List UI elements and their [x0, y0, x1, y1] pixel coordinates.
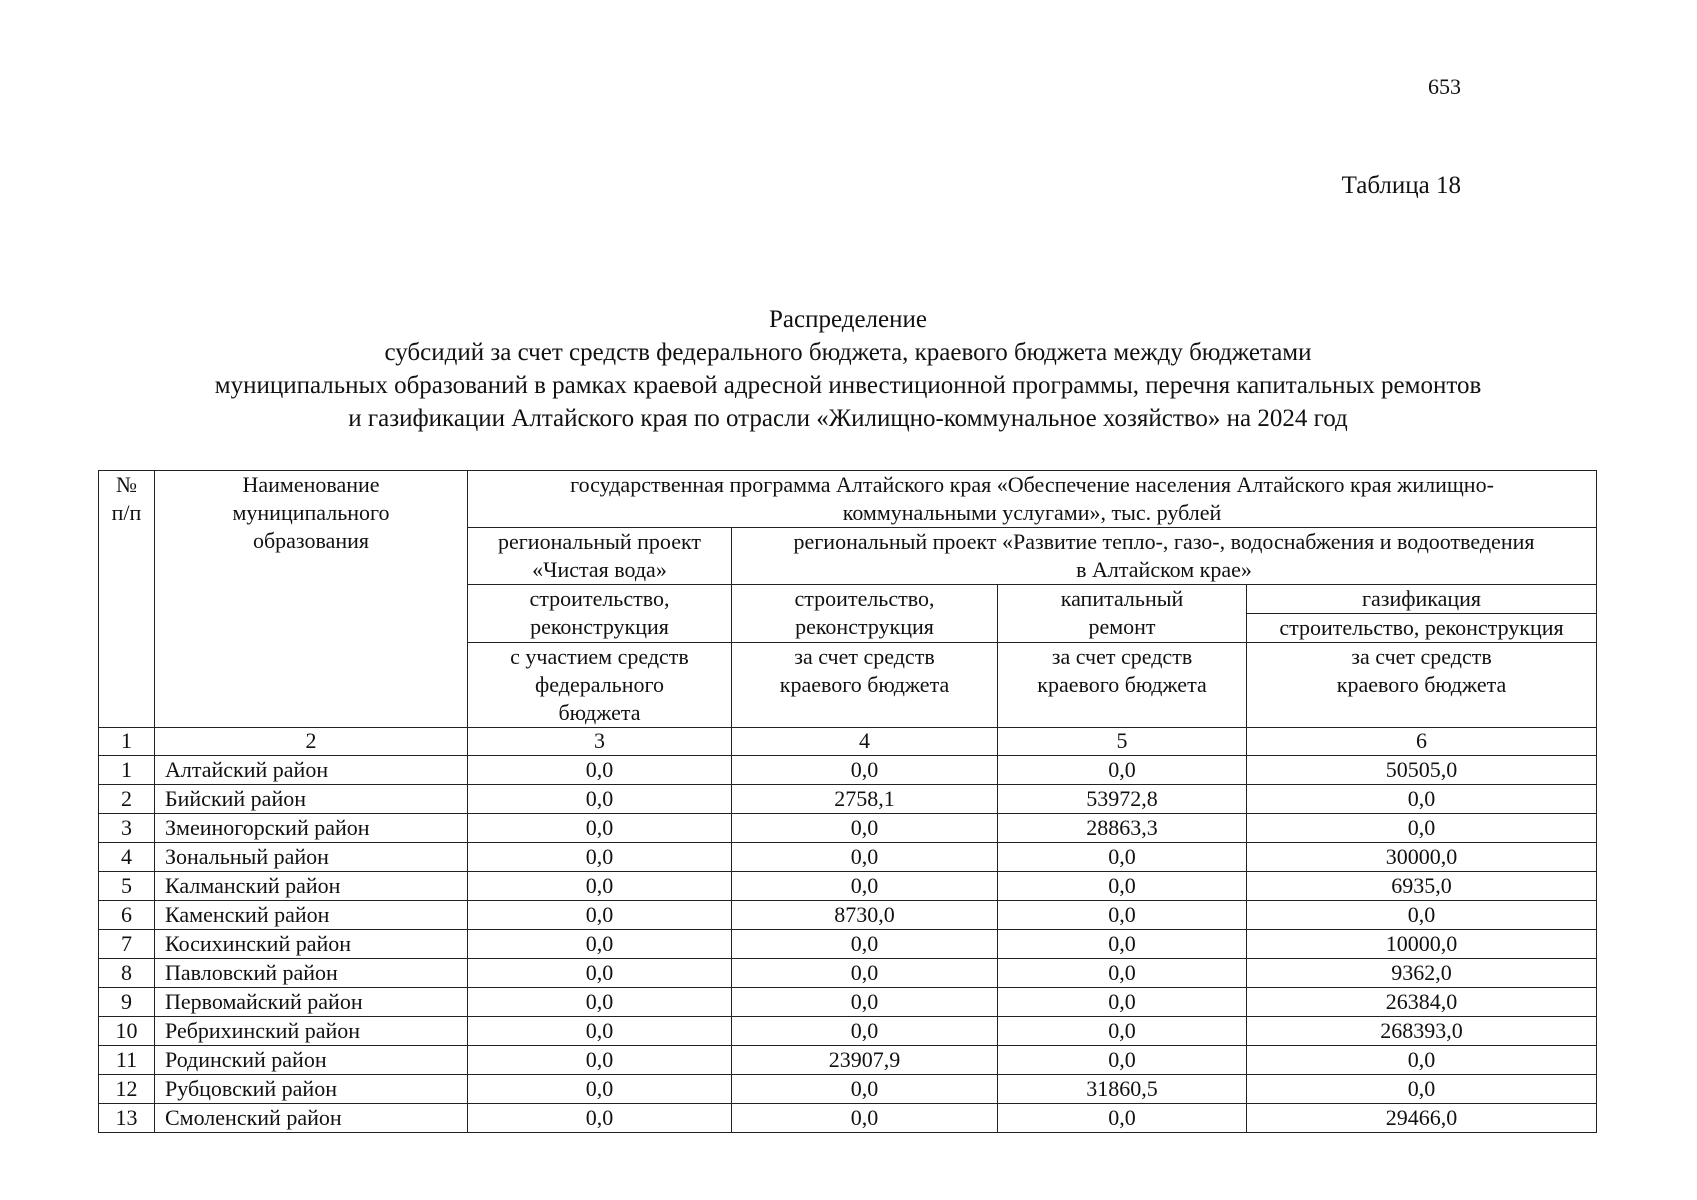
column-number: 6 — [1247, 728, 1597, 756]
column-number-row — [99, 728, 1597, 756]
value-capital-repair-regional: 28863,3 — [998, 814, 1247, 843]
municipality-name: Смоленский район — [155, 1104, 468, 1133]
heading-line: и газификации Алтайского края по отрасли «Жилищно-коммунальное хозяйство» на 2024 год — [348, 405, 1348, 432]
municipality-name: Ребрихинский район — [155, 1017, 468, 1046]
municipality-name: Каменский район — [155, 901, 468, 930]
value-clean-water-federal: 0,0 — [468, 1017, 732, 1046]
table-row — [99, 1046, 1597, 1075]
value-capital-repair-regional: 0,0 — [998, 1046, 1247, 1075]
municipality-name: Калманский район — [155, 872, 468, 901]
value-clean-water-federal: 0,0 — [468, 843, 732, 872]
column-number: 3 — [468, 728, 732, 756]
value-construction-regional: 0,0 — [732, 1075, 998, 1104]
value-gasification-regional: 50505,0 — [1247, 756, 1597, 785]
heading-line: Распределение — [769, 306, 927, 333]
value-gasification-regional: 0,0 — [1247, 1075, 1597, 1104]
municipality-name: Змеиногорский район — [155, 814, 468, 843]
row-number: 10 — [99, 1017, 155, 1046]
row-number: 11 — [99, 1046, 155, 1075]
value-construction-regional: 0,0 — [732, 1104, 998, 1133]
value-gasification-regional: 0,0 — [1247, 1046, 1597, 1075]
header-project-clean-water: региональный проект «Чистая вода» — [468, 528, 732, 585]
row-number: 9 — [99, 988, 155, 1017]
value-gasification-regional: 9362,0 — [1247, 959, 1597, 988]
value-capital-repair-regional: 0,0 — [998, 1104, 1247, 1133]
column-number: 5 — [998, 728, 1247, 756]
header-municipality: Наименование муниципального образования — [155, 471, 468, 728]
row-number: 2 — [99, 785, 155, 814]
column-number: 1 — [99, 728, 155, 756]
header-col6-group: газификация — [1247, 585, 1597, 614]
municipality-name: Родинский район — [155, 1046, 468, 1075]
value-clean-water-federal: 0,0 — [468, 930, 732, 959]
value-gasification-regional: 30000,0 — [1247, 843, 1597, 872]
column-number: 4 — [732, 728, 998, 756]
value-capital-repair-regional: 0,0 — [998, 1017, 1247, 1046]
value-clean-water-federal: 0,0 — [468, 959, 732, 988]
value-clean-water-federal: 0,0 — [468, 785, 732, 814]
row-number: 13 — [99, 1104, 155, 1133]
value-capital-repair-regional: 0,0 — [998, 988, 1247, 1017]
table-row — [99, 756, 1597, 785]
value-clean-water-federal: 0,0 — [468, 756, 732, 785]
value-construction-regional: 2758,1 — [732, 785, 998, 814]
municipality-name: Павловский район — [155, 959, 468, 988]
table-row — [99, 843, 1597, 872]
value-clean-water-federal: 0,0 — [468, 901, 732, 930]
value-capital-repair-regional: 0,0 — [998, 756, 1247, 785]
value-construction-regional: 8730,0 — [732, 901, 998, 930]
value-construction-regional: 0,0 — [732, 930, 998, 959]
value-clean-water-federal: 0,0 — [468, 1046, 732, 1075]
heading-line: муниципальных образований в рамках краевой адресной инвестиционной программы, перечня капитальных ремонтов — [214, 372, 1482, 399]
header-col5-type: капитальный ремонт — [998, 585, 1247, 643]
value-capital-repair-regional: 53972,8 — [998, 785, 1247, 814]
value-construction-regional: 0,0 — [732, 1017, 998, 1046]
value-gasification-regional: 26384,0 — [1247, 988, 1597, 1017]
value-construction-regional: 0,0 — [732, 872, 998, 901]
table-row — [99, 872, 1597, 901]
header-state-program: государственная программа Алтайского края «Обеспечение населения Алтайского края жилищно- коммунальными услугами», тыс. рублей — [468, 471, 1597, 528]
value-capital-repair-regional: 0,0 — [998, 959, 1247, 988]
table-row — [99, 1104, 1597, 1133]
header-col4-type: строительство, реконструкция — [732, 585, 998, 643]
subsidy-table — [98, 470, 1597, 1133]
value-clean-water-federal: 0,0 — [468, 814, 732, 843]
value-gasification-regional: 10000,0 — [1247, 930, 1597, 959]
value-clean-water-federal: 0,0 — [468, 988, 732, 1017]
table-row — [99, 988, 1597, 1017]
value-construction-regional: 0,0 — [732, 988, 998, 1017]
header-col3-type: строительство, реконструкция — [468, 585, 732, 643]
municipality-name: Косихинский район — [155, 930, 468, 959]
row-number: 8 — [99, 959, 155, 988]
value-capital-repair-regional: 0,0 — [998, 930, 1247, 959]
column-number: 2 — [155, 728, 468, 756]
header-col6-source: за счет средств краевого бюджета — [1247, 643, 1597, 728]
row-number: 7 — [99, 930, 155, 959]
table-header — [99, 471, 1597, 756]
municipality-name: Зональный район — [155, 843, 468, 872]
value-construction-regional: 0,0 — [732, 814, 998, 843]
row-number: 5 — [99, 872, 155, 901]
header-col4-source: за счет средств краевого бюджета — [732, 643, 998, 728]
header-col3-source: с участием средств федерального бюджета — [468, 643, 732, 728]
value-capital-repair-regional: 0,0 — [998, 901, 1247, 930]
value-gasification-regional: 0,0 — [1247, 901, 1597, 930]
table-row — [99, 959, 1597, 988]
table-row — [99, 930, 1597, 959]
table-body — [99, 756, 1597, 1133]
table-row — [99, 1075, 1597, 1104]
value-clean-water-federal: 0,0 — [468, 1104, 732, 1133]
header-project-development: региональный проект «Развитие тепло-, газо-, водоснабжения и водоотведения в Алтайском крае» — [732, 528, 1597, 585]
value-clean-water-federal: 0,0 — [468, 1075, 732, 1104]
table-row — [99, 785, 1597, 814]
row-number: 3 — [99, 814, 155, 843]
document-heading — [98, 303, 1598, 435]
table-row — [99, 901, 1597, 930]
row-number: 1 — [99, 756, 155, 785]
heading-line: субсидий за счет средств федерального бюджета, краевого бюджета между бюджетами — [384, 339, 1312, 366]
value-construction-regional: 0,0 — [732, 959, 998, 988]
municipality-name: Алтайский район — [155, 756, 468, 785]
value-gasification-regional: 6935,0 — [1247, 872, 1597, 901]
municipality-name: Рубцовский район — [155, 1075, 468, 1104]
value-gasification-regional: 0,0 — [1247, 814, 1597, 843]
value-gasification-regional: 268393,0 — [1247, 1017, 1597, 1046]
value-clean-water-federal: 0,0 — [468, 872, 732, 901]
page-number: 653 — [1428, 74, 1461, 99]
header-col5-source: за счет средств краевого бюджета — [998, 643, 1247, 728]
value-capital-repair-regional: 31860,5 — [998, 1075, 1247, 1104]
row-number: 12 — [99, 1075, 155, 1104]
table-label: Таблица 18 — [1341, 172, 1461, 199]
municipality-name: Бийский район — [155, 785, 468, 814]
value-gasification-regional: 0,0 — [1247, 785, 1597, 814]
table-row — [99, 1017, 1597, 1046]
value-capital-repair-regional: 0,0 — [998, 843, 1247, 872]
row-number: 6 — [99, 901, 155, 930]
value-construction-regional: 0,0 — [732, 756, 998, 785]
value-gasification-regional: 29466,0 — [1247, 1104, 1597, 1133]
row-number: 4 — [99, 843, 155, 872]
value-construction-regional: 23907,9 — [732, 1046, 998, 1075]
value-capital-repair-regional: 0,0 — [998, 872, 1247, 901]
value-construction-regional: 0,0 — [732, 843, 998, 872]
table-row — [99, 814, 1597, 843]
header-number: № п/п — [99, 471, 155, 728]
header-col6-type: строительство, реконструкция — [1247, 614, 1597, 643]
municipality-name: Первомайский район — [155, 988, 468, 1017]
